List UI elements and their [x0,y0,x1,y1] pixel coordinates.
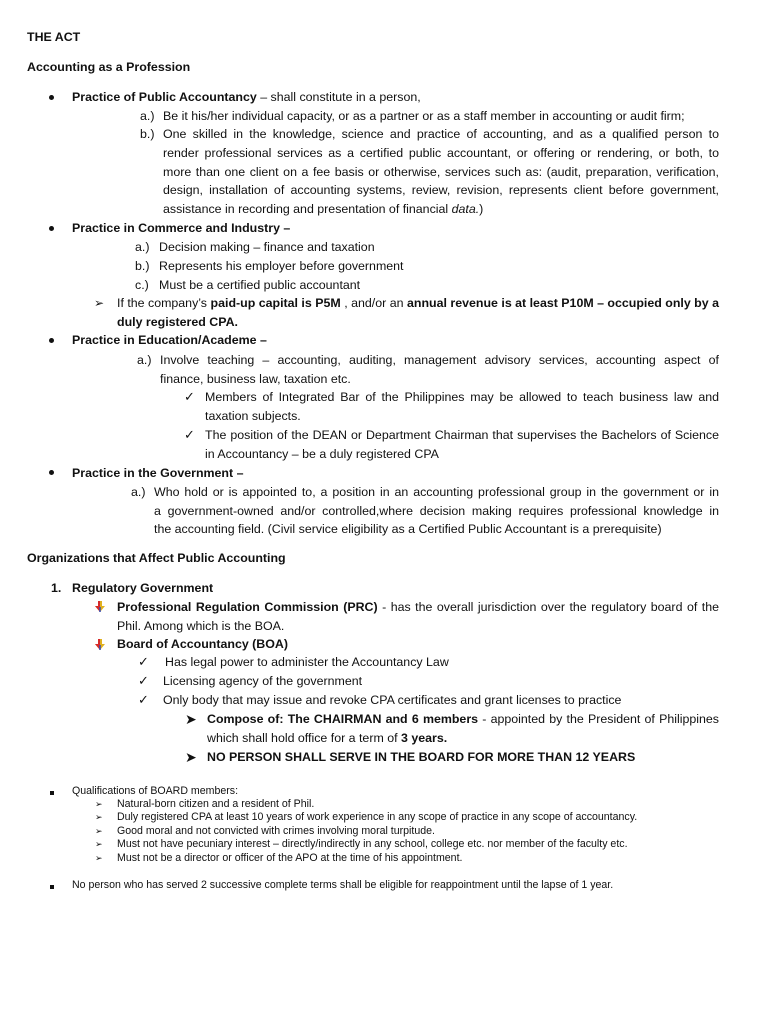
arrow-bullet-icon: ➢ [95,826,103,836]
commerce-note-line2: duly registered CPA. [117,315,238,329]
public-accountancy-line [72,88,421,106]
government-item-a-line: the accounting field. (Civil service eligibility as a Certified Public Accountant is a prerequisite) [154,522,662,536]
bullet-icon [49,226,54,231]
arrow-bullet-icon: ➢ [95,839,103,849]
checkmark-icon: ✓ [184,389,195,404]
arrow-bullet-icon: ➤ [185,749,197,765]
commerce-item: Represents his employer before government [159,259,404,273]
qualifications-heading: Qualifications of BOARD members: [72,785,239,797]
government-title: Practice in the Government – [72,466,244,480]
public-item-b-line: render professional services as a certified public accountant, or offering or rendering, or both, to [163,146,719,160]
compose-line2 [207,729,447,747]
checkmark-icon: ✓ [138,654,149,669]
commerce-note-part: If the company’s [117,296,207,310]
compose-term: 3 years. [401,731,448,745]
no-person-rule: NO PERSON SHALL SERVE IN THE BOARD FOR MORE THAN 12 YEARS [207,750,636,764]
prc-line1 [117,598,719,616]
list-number: 1. [51,581,62,595]
commerce-item: Must be a certified public accountant [159,278,361,292]
list-label: a.) [137,353,152,367]
qualification-item: Must not have pecuniary interest – directly/indirectly in any school, college etc. nor member of the faculty etc. [117,838,628,850]
section-heading-profession: Accounting as a Profession [27,60,191,74]
public-item-a: Be it his/her individual capacity, or as a partner or as a staff member in accounting or audit firm; [163,109,685,123]
checkmark-icon: ✓ [138,673,149,688]
section-heading-organizations: Organizations that Affect Public Accounting [27,551,286,565]
list-label: a.) [140,109,155,123]
public-item-b-line: design, installation of accounting systems, review, revision, represents client before government, [163,183,719,197]
boa-check-item: Only body that may issue and revoke CPA certificates and grant licenses to practice [163,693,622,707]
education-item-a-line: finance, business law, taxation etc. [160,372,351,386]
bullet-icon [49,470,54,475]
arrow-bullet-icon: ➢ [94,296,105,310]
page-title: THE ACT [27,30,81,44]
arrow-bullet-icon: ➢ [95,853,103,863]
public-accountancy-title: Practice of Public Accountancy [72,90,257,104]
public-item-b-last-line [163,200,483,218]
prc-line2: Phil. Among which is the BOA. [117,619,285,633]
prc-text: - has the overall jurisdiction over the regulatory board of the [377,600,719,614]
boa-title: Board of Accountancy (BOA) [117,637,288,651]
checkmark-icon: ✓ [184,427,195,442]
bullet-icon [49,338,54,343]
commerce-note-line1 [117,294,719,312]
list-label: b.) [135,259,150,273]
colored-arrow-bullet-icon [94,639,106,651]
public-item-b-line: more than one client on a fee basis or otherwise, services such as: (audit, preparation, verification, [163,165,719,179]
commerce-title: Practice in Commerce and Industry – [72,221,291,235]
public-item-b-italic: data. [451,202,480,216]
prc-title: Professional Regulation Commission (PRC) [117,600,378,614]
commerce-note-bold: annual revenue is at least P10M – occupied only by a [407,296,719,310]
education-item-a-line: Involve teaching – accounting, auditing, management advisory services, accounting aspect of [160,353,719,367]
list-label: a.) [135,240,150,254]
bullet-icon [49,95,54,100]
boa-check-item: Has legal power to administer the Accountancy Law [165,655,449,669]
square-bullet-icon [50,885,54,889]
square-bullet-icon [50,791,54,795]
public-item-b-end: ) [479,202,484,216]
qualification-item: Good moral and not convicted with crimes involving moral turpitude. [117,825,435,837]
government-item-a-line: a government-owned and/or controlled,where decision making requires professional knowledge in [154,504,719,518]
list-label: c.) [135,278,149,292]
public-item-b-line: One skilled in the knowledge, science and practice of accounting, and as a qualified person to [163,127,719,141]
colored-arrow-bullet-icon [94,601,106,613]
compose-text: - appointed by the President of Philippines [478,712,719,726]
government-item-a-line: Who hold or is appointed to, a position in an accounting professional group in the government or in [154,485,719,499]
public-item-b-text: assistance in recording and presentation of financial [163,202,452,216]
list-label: b.) [140,127,155,141]
qualification-item: Natural-born citizen and a resident of Phil. [117,798,315,810]
list-label: a.) [131,485,146,499]
qualification-item: Duly registered CPA at least 10 years of work experience in any scope of practice in any scope of accountancy. [117,811,638,823]
commerce-item: Decision making – finance and taxation [159,240,375,254]
arrow-bullet-icon: ➤ [185,711,197,727]
arrow-bullet-icon: ➢ [95,799,103,809]
qualification-item: Must not be a director or officer of the APO at the time of his appointment. [117,852,463,864]
education-check2-line: in Accountancy – be a duly registered CPA [205,447,439,461]
education-title: Practice in Education/Academe – [72,333,267,347]
commerce-note-bold: paid-up capital is P5M [210,296,341,310]
regulatory-government-title: Regulatory Government [72,581,214,595]
public-accountancy-rest: – shall constitute in a person, [256,90,421,104]
checkmark-icon: ✓ [138,692,149,707]
compose-bold: Compose of: The CHAIRMAN and 6 members [207,712,479,726]
reappointment-rule: No person who has served 2 successive complete terms shall be eligible for reappointment until the lapse of 1 year. [72,879,614,891]
compose-line1 [207,710,719,728]
boa-check-item: Licensing agency of the government [163,674,363,688]
education-check1-line: taxation subjects. [205,409,301,423]
commerce-note-part: , and/or an [344,296,404,310]
arrow-bullet-icon: ➢ [95,812,103,822]
education-check1-line: Members of Integrated Bar of the Philippines may be allowed to teach business law and [205,390,719,404]
compose-text: which shall hold office for a term of [207,731,401,745]
education-check2-line: The position of the DEAN or Department Chairman that supervises the Bachelors of Science [205,428,719,442]
